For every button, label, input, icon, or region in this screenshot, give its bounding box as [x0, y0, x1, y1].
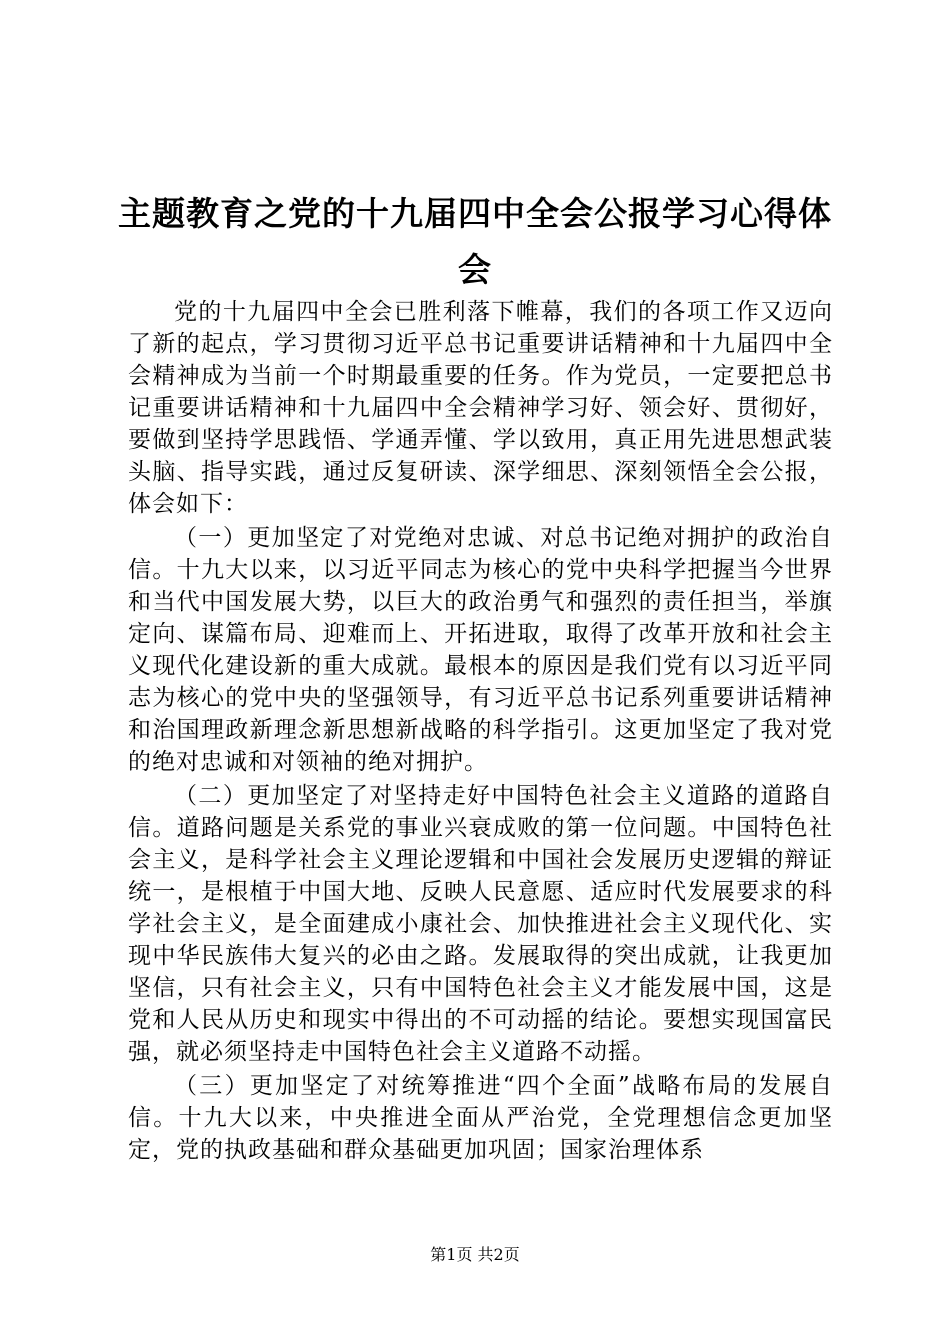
paragraph-intro: 党的十九届四中全会已胜利落下帷幕，我们的各项工作又迈向了新的起点，学习贯彻习近平总书记重要讲话精神和十九届四中全会精神成为当前一个时期最重要的任务。作为党员，一定要把总书记重要讲话精神和十九届四中全会精神学习好、领会好、贯彻好，要做到坚持学思践悟、学通弄懂、学以致用，真正用先进思想武装头脑、指导实践，通过反复研读、深学细思、深刻领悟全会公报，体会如下：: [128, 299, 833, 517]
paragraph-section-1: （一）更加坚定了对党绝对忠诚、对总书记绝对拥护的政治自信。十九大以来，以习近平同志为核心的党中央科学把握当今世界和当代中国发展大势，以巨大的政治勇气和强烈的责任担当，举旗定向、谋篇布局、迎难而上、开拓进取，取得了改革开放和社会主义现代化建设新的重大成就。最根本的原因是我们党有以习近平同志为核心的党中央的坚强领导，有习近平总书记系列重要讲话精神和治国理政新理念新思想新战略的科学指引。这更加坚定了我对党的绝对忠诚和对领袖的绝对拥护。: [128, 525, 833, 775]
document-body: [128, 296, 833, 1168]
page-number-footer: 第1页 共2页: [430, 1245, 520, 1264]
document-title: 主题教育之党的十九届四中全会公报学习心得体会: [118, 194, 832, 289]
paragraph-section-2: （二）更加坚定了对坚持走好中国特色社会主义道路的道路自信。道路问题是关系党的事业兴衰成败的第一位问题。中国特色社会主义，是科学社会主义理论逻辑和中国社会发展历史逻辑的辩证统一，是根植于中国大地、反映人民意愿、适应时代发展要求的科学社会主义，是全面建成小康社会、加快推进社会主义现代化、实现中华民族伟大复兴的必由之路。发展取得的突出成就，让我更加坚信，只有社会主义，只有中国特色社会主义才能发展中国，这是党和人民从历史和现实中得出的不可动摇的结论。要想实现国富民强，就必须坚持走中国特色社会主义道路不动摇。: [128, 783, 833, 1065]
paragraph-section-3: （三）更加坚定了对统筹推进“四个全面”战略布局的发展自信。十九大以来，中央推进全面从严治党，全党理想信念更加坚定，党的执政基础和群众基础更加巩固；国家治理体系: [128, 1073, 833, 1163]
